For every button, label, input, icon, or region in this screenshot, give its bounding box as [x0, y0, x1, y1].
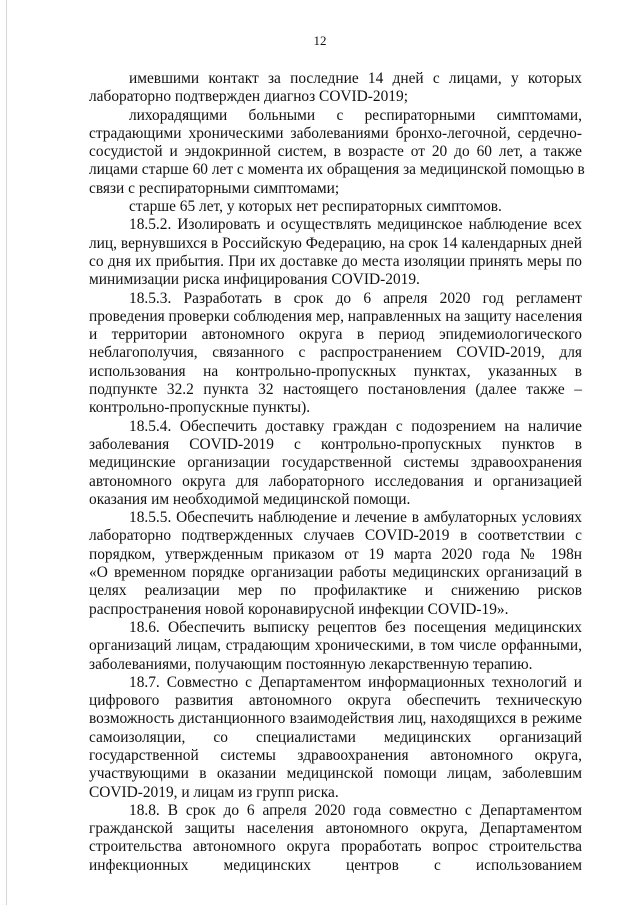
text-line: распространения новой коронавирусной инфекции COVID-19».: [89, 600, 509, 618]
text-line: страдающими хроническими заболеваниями бронхо-легочной, сердечно-: [89, 124, 582, 142]
text-line: контрольно-пропускные пункты).: [89, 399, 311, 417]
text-line: порядком, утвержденным приказом от 19 марта 2020 года № 198н: [89, 545, 582, 563]
text-line: использования на контрольно-пропускных пунктах, указанных в: [89, 362, 582, 380]
text-line: гражданской защиты населения автономного округа, Департаментом: [89, 820, 582, 838]
text-line: лихорадящими больными с респираторными симптомами,: [129, 106, 582, 124]
text-line: оказания им необходимой медицинской помощи.: [89, 490, 411, 508]
text-line: 18.8. В срок до 6 апреля 2020 года совместно с Департаментом: [129, 801, 582, 819]
text-line: старше 65 лет, у которых нет респираторных симптомов.: [129, 198, 502, 216]
document-body: [89, 70, 585, 875]
text-line: 18.5.2. Изолировать и осуществлять медицинское наблюдение всех: [129, 216, 582, 234]
text-line: целях реализации мер по профилактике и снижению рисков: [89, 582, 582, 600]
text-line: «О временном порядке организации работы медицинских организаций в: [89, 564, 582, 582]
text-line: проведения проверки соблюдения мер, направленных на защиту населения: [89, 307, 583, 325]
text-line: минимизации риска инфицирования COVID-2019.: [89, 271, 420, 289]
text-line: лиц, вернувшихся в Российскую Федерацию, на срок 14 календарных дней: [89, 234, 582, 252]
text-line: подпункте 32.2 пункта 32 настоящего постановления (далее также –: [89, 381, 582, 399]
text-line: сосудистой и эндокринной систем, в возрасте от 20 до 60 лет, а также: [89, 143, 582, 161]
text-line: заболевания COVID-2019 с контрольно-пропускных пунктов в: [89, 435, 582, 453]
text-line: и территории автономного округа в период эпидемиологического: [89, 326, 582, 344]
text-line: организаций лицам, страдающим хроническими, в том числе орфанными,: [89, 637, 582, 655]
text-line: цифрового развития автономного округа обеспечить техническую: [89, 692, 582, 710]
text-line: 18.7. Совместно с Департаментом информационных технологий и: [129, 673, 582, 691]
page-number: 12: [313, 33, 327, 48]
text-line: участвующими в оказании медицинской помощи лицам, заболевшим: [89, 765, 582, 783]
text-line: заболеваниями, получающим постоянную лекарственную терапию.: [89, 655, 533, 673]
text-line: неблагополучия, связанного с распространением COVID-2019, для: [89, 344, 582, 362]
text-line: инфекционных медицинских центров с использованием: [89, 856, 582, 874]
text-line: медицинские организации государственной системы здравоохранения: [89, 454, 582, 472]
text-line: 18.6. Обеспечить выписку рецептов без посещения медицинских: [129, 618, 582, 636]
text-line: автономного округа для лабораторного исследования и организацией: [89, 472, 582, 490]
text-line: связи с респираторными симптомами;: [89, 179, 340, 197]
page-edge-divider: [6, 0, 7, 905]
text-line: 18.5.4. Обеспечить доставку граждан с подозрением на наличие: [129, 417, 582, 435]
text-line: 18.5.3. Разработать в срок до 6 апреля 2020 год регламент: [129, 289, 582, 307]
text-line: возможность дистанционного взаимодействия лиц, находящихся в режиме: [89, 710, 582, 728]
text-line: строительства автономного округа проработать вопрос строительства: [89, 838, 582, 856]
text-line: имевшими контакт за последние 14 дней с лицами, у которых: [129, 70, 582, 87]
text-line: лабораторно подтвержден диагноз COVID-2019;: [89, 88, 408, 106]
text-line: государственной системы здравоохранения автономного округа,: [89, 746, 582, 764]
text-line: лицами старше 60 лет с момента их обращения за медицинской помощью в: [89, 161, 585, 179]
text-line: COVID-2019, и лицам из групп риска.: [89, 783, 339, 801]
text-line: лабораторно подтвержденных случаев COVID-2019 в соответствии с: [89, 527, 582, 545]
text-line: 18.5.5. Обеспечить наблюдение и лечение в амбулаторных условиях: [129, 509, 582, 527]
text-line: со дня их прибытия. При их доставке до места изоляции принять меры по: [89, 252, 582, 270]
text-line: самоизоляции, со специалистами медицинских организаций: [89, 728, 582, 746]
